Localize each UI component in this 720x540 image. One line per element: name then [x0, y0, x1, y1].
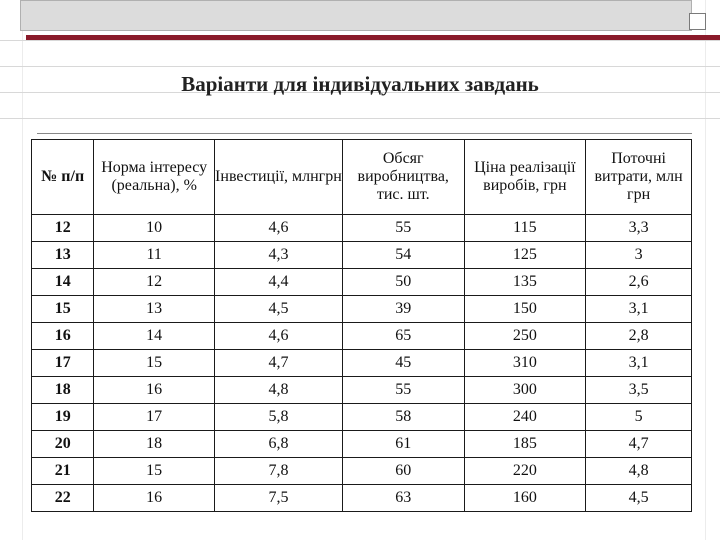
slide-title: Варіанти для індивідуальних завдань [181, 72, 539, 96]
table-cell: 65 [342, 323, 464, 350]
table-cell: 2,8 [586, 323, 692, 350]
table-cell: 17 [94, 404, 215, 431]
header-current-costs: Поточні витрати, млн грн [586, 140, 692, 215]
table-cell: 6,8 [214, 431, 342, 458]
table-cell: 5 [586, 404, 692, 431]
table-cell: 45 [342, 350, 464, 377]
table-cell: 18 [32, 377, 94, 404]
table-row [32, 485, 692, 512]
table-cell: 50 [342, 269, 464, 296]
background-grid-line [0, 66, 720, 67]
table-cell: 135 [464, 269, 586, 296]
table-cell: 4,4 [214, 269, 342, 296]
table-cell: 7,5 [214, 485, 342, 512]
table-row [32, 323, 692, 350]
table-cell: 4,8 [214, 377, 342, 404]
title-underline [37, 133, 692, 134]
table-cell: 160 [464, 485, 586, 512]
table-row [32, 296, 692, 323]
table-cell: 10 [94, 215, 215, 242]
table-cell: 150 [464, 296, 586, 323]
table-cell: 55 [342, 215, 464, 242]
table-cell: 63 [342, 485, 464, 512]
table-cell: 250 [464, 323, 586, 350]
table-cell: 4,6 [214, 323, 342, 350]
table-cell: 58 [342, 404, 464, 431]
table-cell: 240 [464, 404, 586, 431]
table-cell: 4,6 [214, 215, 342, 242]
table-row [32, 215, 692, 242]
background-grid-line [0, 118, 720, 119]
header-interest-rate: Норма інтересу (реальна), % [94, 140, 215, 215]
table-cell: 4,5 [214, 296, 342, 323]
table-cell: 16 [32, 323, 94, 350]
table-cell: 3,1 [586, 350, 692, 377]
table-cell: 60 [342, 458, 464, 485]
table-cell: 4,7 [214, 350, 342, 377]
table-cell: 54 [342, 242, 464, 269]
table-cell: 22 [32, 485, 94, 512]
header-investments: Інвестиції, млнгрн [214, 140, 342, 215]
table-cell: 19 [32, 404, 94, 431]
table-cell: 13 [94, 296, 215, 323]
table-cell: 16 [94, 485, 215, 512]
header-production-volume: Обсяг виробництва, тис. шт. [342, 140, 464, 215]
table-cell: 15 [94, 458, 215, 485]
table-cell: 15 [94, 350, 215, 377]
header-price: Ціна реалізації виробів, грн [464, 140, 586, 215]
table-cell: 12 [94, 269, 215, 296]
table-cell: 115 [464, 215, 586, 242]
table-cell: 20 [32, 431, 94, 458]
table-cell: 5,8 [214, 404, 342, 431]
slide-accent-rule [26, 35, 720, 40]
variants-table [31, 139, 692, 512]
table-header-row [32, 140, 692, 215]
table-cell: 3,3 [586, 215, 692, 242]
table-cell: 17 [32, 350, 94, 377]
table-row [32, 431, 692, 458]
table-cell: 15 [32, 296, 94, 323]
table-cell: 14 [32, 269, 94, 296]
table-cell: 21 [32, 458, 94, 485]
table-cell: 16 [94, 377, 215, 404]
table-cell: 310 [464, 350, 586, 377]
table-cell: 4,3 [214, 242, 342, 269]
table-cell: 14 [94, 323, 215, 350]
table-cell: 11 [94, 242, 215, 269]
table-cell: 61 [342, 431, 464, 458]
table-cell: 55 [342, 377, 464, 404]
slide-header-bar [20, 0, 692, 31]
table-cell: 39 [342, 296, 464, 323]
table-cell: 12 [32, 215, 94, 242]
table-cell: 4,5 [586, 485, 692, 512]
table-row [32, 458, 692, 485]
table-cell: 2,6 [586, 269, 692, 296]
table-cell: 4,7 [586, 431, 692, 458]
table-row [32, 269, 692, 296]
table-cell: 4,8 [586, 458, 692, 485]
table-cell: 185 [464, 431, 586, 458]
table-cell: 3 [586, 242, 692, 269]
table-cell: 125 [464, 242, 586, 269]
table-cell: 300 [464, 377, 586, 404]
table-row [32, 377, 692, 404]
table-row [32, 350, 692, 377]
table-row [32, 404, 692, 431]
table-row [32, 242, 692, 269]
background-grid-line [0, 40, 720, 41]
table-cell: 3,1 [586, 296, 692, 323]
header-number: № п/п [32, 140, 94, 215]
table-cell: 220 [464, 458, 586, 485]
table-cell: 7,8 [214, 458, 342, 485]
table-cell: 18 [94, 431, 215, 458]
table-cell: 3,5 [586, 377, 692, 404]
table-cell: 13 [32, 242, 94, 269]
slide-corner-square [689, 13, 706, 30]
